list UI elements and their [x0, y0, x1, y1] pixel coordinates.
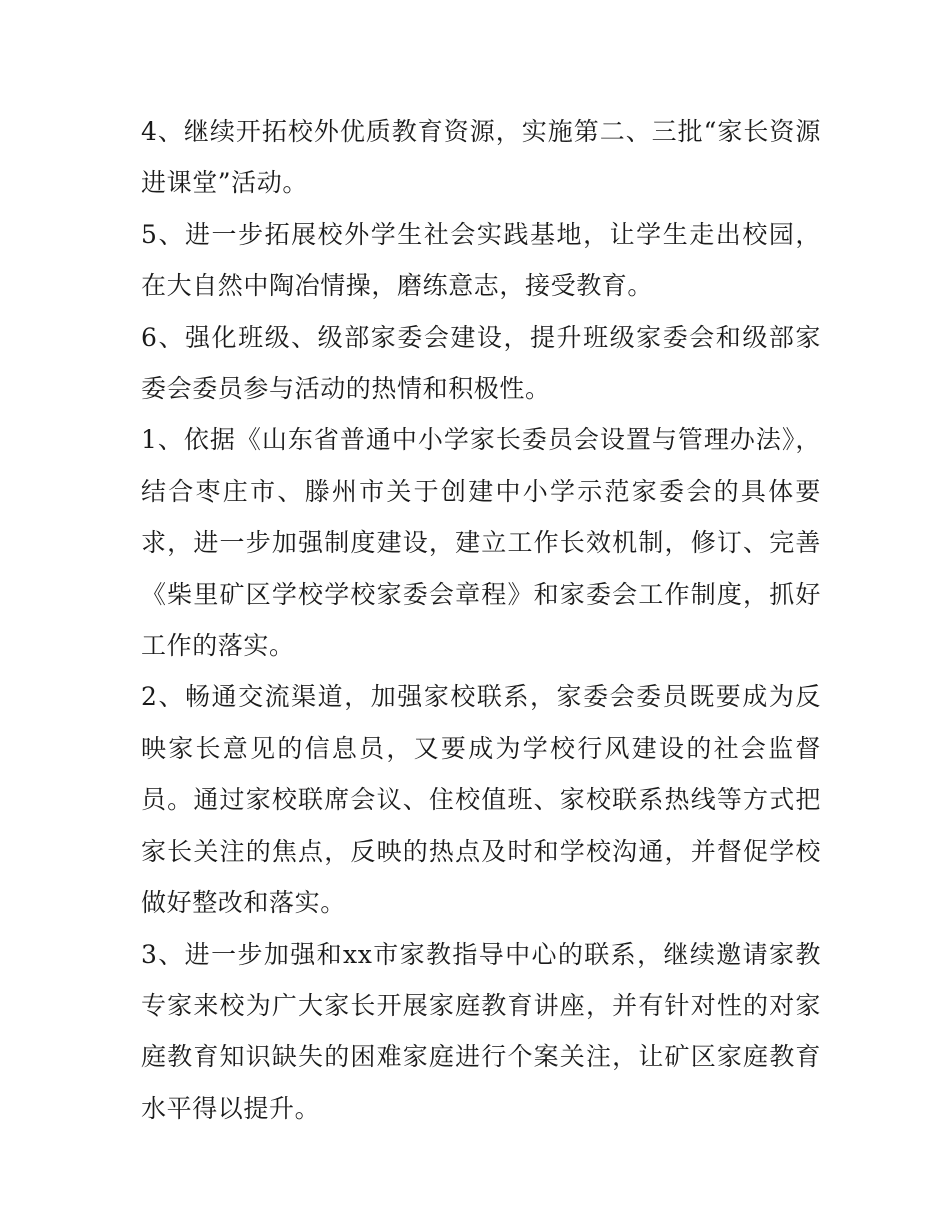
paragraph-item-6: 6、强化班级、级部家委会建设，提升班级家委会和级部家委会委员参与活动的热情和积极性。 [141, 322, 821, 404]
paragraph-item-4: 4、继续开拓校外优质教育资源，实施第二、三批“家长资源进课堂”活动。 [141, 117, 821, 198]
paragraph-item-3: 3、进一步加强和xx市家教指导中心的联系，继续邀请家教专家来校为广大家长开展家庭教育讲座，并有针对性的对家庭教育知识缺失的困难家庭进行个案关注，让矿区家庭教育水平得以提升。 [141, 939, 821, 1123]
document-body [141, 106, 821, 1134]
paragraph-item-2: 2、畅通交流渠道，加强家校联系，家委会委员既要成为反映家长意见的信息员，又要成为学校行风建设的社会监督员。通过家校联席会议、住校值班、家校联系热线等方式把家长关注的焦点，反映的热点及时和学校沟通，并督促学校做好整改和落实。 [141, 682, 821, 918]
paragraph-item-1: 1、依据《山东省普通中小学家长委员会设置与管理办法》，结合枣庄市、滕州市关于创建中小学示范家委会的具体要求，进一步加强制度建设，建立工作长效机制，修订、完善《柴里矿区学校学校家委会章程》和家委会工作制度，抓好工作的落实。 [141, 425, 821, 661]
paragraph-item-5: 5、进一步拓展校外学生社会实践基地，让学生走出校园，在大自然中陶冶情操，磨练意志，接受教育。 [141, 219, 821, 301]
